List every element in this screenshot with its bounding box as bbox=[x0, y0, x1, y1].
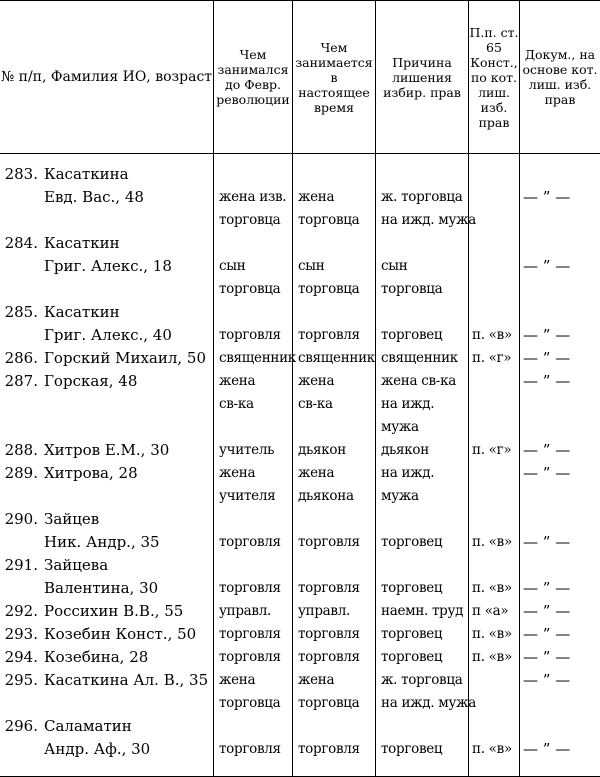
occupation-before: торговля bbox=[219, 580, 281, 596]
occupation-before: торговля bbox=[219, 626, 281, 642]
row-number: 295. bbox=[4, 671, 38, 689]
occupation-before: торговля bbox=[219, 649, 281, 665]
occupation-now: священник bbox=[298, 350, 375, 366]
disenfranchise-reason: торговец bbox=[381, 626, 443, 642]
row-number: 288. bbox=[4, 441, 38, 459]
disenfranchise-reason: на ижд. bbox=[381, 396, 435, 412]
header-before-revolution: Чем занимался до Февр. революции bbox=[216, 47, 290, 107]
person-name-cont: Григ. Алекс., 40 bbox=[44, 326, 172, 344]
constitution-article: п. «в» bbox=[472, 534, 512, 550]
document-ditto: — ” — bbox=[523, 464, 571, 482]
occupation-now: торговля bbox=[298, 327, 360, 343]
occupation-before: торговля bbox=[219, 327, 281, 343]
row-number: 286. bbox=[4, 349, 38, 367]
document-ditto: — ” — bbox=[523, 671, 571, 689]
constitution-article: п. «г» bbox=[472, 350, 512, 366]
disenfranchise-reason: дьякон bbox=[381, 442, 429, 458]
person-name-cont: Ник. Андр., 35 bbox=[44, 533, 160, 551]
constitution-article: п. «в» bbox=[472, 626, 512, 642]
disenfranchise-reason: мужа bbox=[381, 488, 419, 504]
row-number: 283. bbox=[4, 165, 38, 183]
document-ditto: — ” — bbox=[523, 188, 571, 206]
person-name: Хитров Е.М., 30 bbox=[44, 441, 170, 459]
occupation-now: дьякона bbox=[298, 488, 354, 504]
person-name: Касаткина Ал. В., 35 bbox=[44, 671, 209, 689]
person-name: Горский Михаил, 50 bbox=[44, 349, 207, 367]
constitution-article: п. «в» bbox=[472, 580, 512, 596]
row-number: 287. bbox=[4, 372, 38, 390]
person-name-cont: Григ. Алекс., 18 bbox=[44, 257, 172, 275]
occupation-now: жена bbox=[298, 373, 335, 389]
occupation-now: торговца bbox=[298, 212, 360, 228]
row-number: 296. bbox=[4, 717, 38, 735]
document-ditto: — ” — bbox=[523, 533, 571, 551]
occupation-before: торговля bbox=[219, 741, 281, 757]
person-name: Россихин В.В., 55 bbox=[44, 602, 184, 620]
occupation-now: св-ка bbox=[298, 396, 333, 412]
occupation-before: торговля bbox=[219, 534, 281, 550]
person-name: Зайцев bbox=[44, 510, 100, 528]
disenfranchise-reason: на ижд. мужа bbox=[381, 212, 476, 228]
row-number: 294. bbox=[4, 648, 38, 666]
occupation-now: дьякон bbox=[298, 442, 346, 458]
occupation-before: св-ка bbox=[219, 396, 254, 412]
occupation-now: торговля bbox=[298, 741, 360, 757]
row-number: 290. bbox=[4, 510, 38, 528]
document-ditto: — ” — bbox=[523, 349, 571, 367]
disenfranchise-reason: торговец bbox=[381, 649, 443, 665]
disenfranchise-reason: священник bbox=[381, 350, 458, 366]
disenfranchise-reason: мужа bbox=[381, 419, 419, 435]
person-name: Козебина, 28 bbox=[44, 648, 149, 666]
person-name: Горская, 48 bbox=[44, 372, 138, 390]
disenfranchise-reason: торговца bbox=[381, 281, 443, 297]
occupation-before: жена изв. bbox=[219, 189, 287, 205]
document-ditto: — ” — bbox=[523, 326, 571, 344]
constitution-article: п. «в» bbox=[472, 649, 512, 665]
occupation-now: торговца bbox=[298, 695, 360, 711]
document-ditto: — ” — bbox=[523, 648, 571, 666]
occupation-now: жена bbox=[298, 672, 335, 688]
disenfranchise-reason: торговец bbox=[381, 580, 443, 596]
header-article: П.п. ст. 65 Конст., по кот. лиш. изб. прав bbox=[469, 24, 519, 130]
disenfranchise-reason: сын bbox=[381, 258, 408, 274]
header-current-occupation: Чем занимается в настоящее время bbox=[295, 39, 373, 115]
occupation-before: учителя bbox=[219, 488, 276, 504]
occupation-now: сын bbox=[298, 258, 325, 274]
occupation-now: торговля bbox=[298, 649, 360, 665]
document-ditto: — ” — bbox=[523, 372, 571, 390]
occupation-before: управл. bbox=[219, 603, 271, 619]
constitution-article: п. «в» bbox=[472, 327, 512, 343]
document-ditto: — ” — bbox=[523, 602, 571, 620]
disenfranchise-reason: на ижд. мужа bbox=[381, 695, 476, 711]
person-name: Хитрова, 28 bbox=[44, 464, 138, 482]
disenfranchise-reason: торговец bbox=[381, 741, 443, 757]
occupation-before: жена bbox=[219, 465, 256, 481]
row-number: 284. bbox=[4, 234, 38, 252]
person-name: Зайцева bbox=[44, 556, 109, 574]
occupation-now: жена bbox=[298, 189, 335, 205]
occupation-before: священник bbox=[219, 350, 296, 366]
disenfranchise-reason: жена св-ка bbox=[381, 373, 456, 389]
constitution-article: п. «г» bbox=[472, 442, 512, 458]
person-name: Касаткин bbox=[44, 234, 120, 252]
row-number: 291. bbox=[4, 556, 38, 574]
header-divider bbox=[0, 153, 600, 154]
row-number: 292. bbox=[4, 602, 38, 620]
person-name-cont: Андр. Аф., 30 bbox=[44, 740, 151, 758]
row-number: 285. bbox=[4, 303, 38, 321]
disenfranchise-reason: торговец bbox=[381, 534, 443, 550]
constitution-article: п. «в» bbox=[472, 741, 512, 757]
person-name-cont: Валентина, 30 bbox=[44, 579, 159, 597]
disenfranchise-reason: торговец bbox=[381, 327, 443, 343]
document-ditto: — ” — bbox=[523, 740, 571, 758]
row-number: 293. bbox=[4, 625, 38, 643]
disenfranchise-reason: на ижд. bbox=[381, 465, 435, 481]
person-name: Касаткина bbox=[44, 165, 129, 183]
occupation-before: торговца bbox=[219, 281, 281, 297]
occupation-now: управл. bbox=[298, 603, 350, 619]
disenfranchise-reason: ж. торговца bbox=[381, 672, 463, 688]
occupation-before: сын bbox=[219, 258, 246, 274]
header-document: Докум., на основе кот. лиш. изб. прав bbox=[522, 47, 598, 107]
document-ditto: — ” — bbox=[523, 625, 571, 643]
constitution-article: п «а» bbox=[472, 603, 509, 619]
occupation-now: торговца bbox=[298, 281, 360, 297]
occupation-now: торговля bbox=[298, 580, 360, 596]
occupation-before: учитель bbox=[219, 442, 275, 458]
header-name: № п/п, Фамилия ИО, возраст bbox=[0, 68, 213, 85]
disenfranchise-reason: ж. торговца bbox=[381, 189, 463, 205]
occupation-before: жена bbox=[219, 672, 256, 688]
header-reason: Причина лишения избир. прав bbox=[383, 54, 461, 100]
document-ditto: — ” — bbox=[523, 441, 571, 459]
occupation-now: торговля bbox=[298, 626, 360, 642]
occupation-before: торговца bbox=[219, 212, 281, 228]
person-name: Саламатин bbox=[44, 717, 132, 735]
person-name: Козебин Конст., 50 bbox=[44, 625, 197, 643]
person-name-cont: Евд. Вас., 48 bbox=[44, 188, 144, 206]
document-ditto: — ” — bbox=[523, 257, 571, 275]
occupation-now: жена bbox=[298, 465, 335, 481]
occupation-now: торговля bbox=[298, 534, 360, 550]
occupation-before: жена bbox=[219, 373, 256, 389]
occupation-before: торговца bbox=[219, 695, 281, 711]
disenfranchise-reason: наемн. труд bbox=[381, 603, 464, 619]
row-number: 289. bbox=[4, 464, 38, 482]
person-name: Касаткин bbox=[44, 303, 120, 321]
document-ditto: — ” — bbox=[523, 579, 571, 597]
